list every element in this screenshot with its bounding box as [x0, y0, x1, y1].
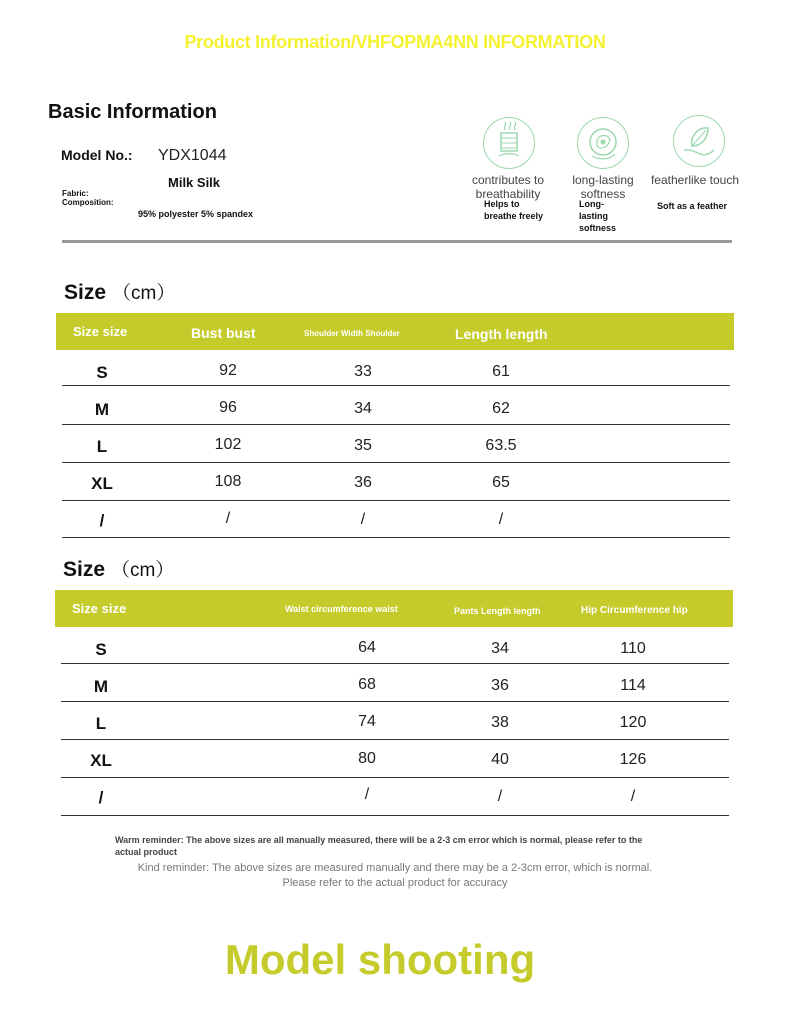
feature-softness-sub: Long-lasting softness — [579, 199, 617, 233]
bottom-header-hip: Hip Circumference hip — [581, 605, 688, 616]
feature-softness-title: long-lasting softness — [572, 173, 634, 201]
shoulder-cell: 36 — [354, 474, 372, 491]
size-cell: / — [99, 511, 105, 530]
row-divider — [62, 385, 730, 386]
size-cell: XL — [90, 751, 112, 770]
length-cell: 62 — [492, 400, 510, 417]
bottom-size-unit: （cm） — [111, 560, 175, 581]
kind-reminder-note — [0, 861, 790, 891]
hip-cell: 120 — [619, 714, 647, 731]
row-divider — [61, 663, 729, 664]
row-divider — [62, 424, 730, 425]
length-cell: / — [498, 511, 504, 528]
top-header-bust: Bust bust — [191, 325, 256, 341]
pants-length-cell: / — [497, 788, 503, 805]
kind-reminder-line-2: Please refer to the actual product for accuracy — [282, 877, 508, 889]
row-divider — [61, 815, 729, 816]
pants-length-cell: 36 — [491, 677, 509, 694]
feature-breathability-sub: Helps to breathe freely — [484, 199, 544, 221]
bust-cell: 102 — [214, 436, 242, 453]
shoulder-cell: 35 — [354, 437, 372, 454]
length-cell: 61 — [492, 363, 510, 380]
model-shooting-title: Model shooting — [224, 936, 536, 983]
breathable-fabric-icon — [483, 117, 535, 169]
shoulder-cell: 33 — [354, 363, 372, 380]
bottom-size-title-text: Size — [63, 558, 106, 581]
pants-length-cell: 34 — [491, 640, 509, 657]
shoulder-cell: 34 — [354, 400, 372, 417]
hip-cell: / — [630, 788, 636, 805]
row-divider — [62, 500, 730, 501]
size-cell: S — [95, 640, 107, 659]
size-cell: L — [95, 714, 107, 733]
feature-feather-title: featherlike touch — [650, 173, 740, 187]
basic-info-title: Basic Information — [48, 101, 217, 123]
bottom-header-pants-length: Pants Length length — [454, 606, 541, 616]
size-cell: XL — [91, 474, 113, 493]
composition-value: 95% polyester 5% spandex — [138, 209, 254, 219]
hip-cell: 114 — [620, 677, 646, 694]
page-header-title: Product Information/VHFOPMA4NN INFORMATION — [184, 32, 606, 52]
top-size-unit: （cm） — [112, 283, 176, 304]
row-divider — [61, 777, 729, 778]
feature-breathability-title: contributes to breathability — [471, 173, 545, 201]
composition-label: Composition: — [62, 198, 114, 207]
fabric-label: Fabric: — [62, 189, 89, 198]
shoulder-cell: / — [360, 511, 366, 528]
row-divider — [62, 462, 730, 463]
size-cell: / — [98, 788, 104, 807]
model-number-value: YDX1044 — [158, 147, 227, 164]
row-divider — [61, 739, 729, 740]
hip-cell: 110 — [620, 640, 646, 657]
pants-length-cell: 40 — [491, 751, 509, 768]
feature-feather-sub: Soft as a feather — [657, 201, 728, 211]
bust-cell: 96 — [219, 399, 237, 416]
size-cell: M — [93, 677, 109, 696]
waist-cell: 80 — [358, 750, 376, 767]
top-header-shoulder: Shoulder Width Shoulder — [304, 329, 400, 338]
warm-reminder-note: Warm reminder: The above sizes are all manually measured, there will be a 2-3 cm error which is normal, please refer to the actual product — [115, 835, 643, 857]
bottom-size-title — [63, 555, 174, 582]
waist-cell: 64 — [358, 639, 376, 656]
bust-cell: 108 — [214, 473, 242, 490]
pants-length-cell: 38 — [491, 714, 509, 731]
top-header-length: Length length — [455, 326, 548, 342]
length-cell: 63.5 — [485, 437, 517, 454]
size-cell: L — [96, 437, 108, 456]
kind-reminder-line-1: Kind reminder: The above sizes are measured manually and there may be a 2-3cm error, which is normal. — [137, 862, 653, 874]
size-cell: S — [96, 363, 108, 382]
bust-cell: 92 — [219, 362, 237, 379]
top-size-title-text: Size — [64, 281, 107, 304]
top-table-header — [56, 313, 734, 350]
section-divider — [62, 240, 732, 243]
top-size-title — [64, 278, 175, 305]
model-number-label: Model No.: — [61, 147, 133, 163]
bottom-header-waist: Waist circumference waist — [285, 604, 398, 614]
waist-cell: 68 — [358, 676, 376, 693]
waist-cell: 74 — [358, 713, 376, 730]
row-divider — [62, 537, 730, 538]
row-divider — [61, 701, 729, 702]
waist-cell: / — [364, 786, 370, 803]
length-cell: 65 — [492, 474, 510, 491]
softness-icon — [577, 117, 629, 169]
bottom-header-size: Size size — [72, 601, 127, 616]
top-header-size: Size size — [73, 324, 128, 339]
feather-hand-icon — [673, 115, 725, 167]
bottom-table-header — [55, 590, 733, 627]
fabric-value: Milk Silk — [168, 175, 221, 190]
size-cell: M — [94, 400, 110, 419]
hip-cell: 126 — [619, 751, 647, 768]
bust-cell: / — [225, 510, 231, 527]
